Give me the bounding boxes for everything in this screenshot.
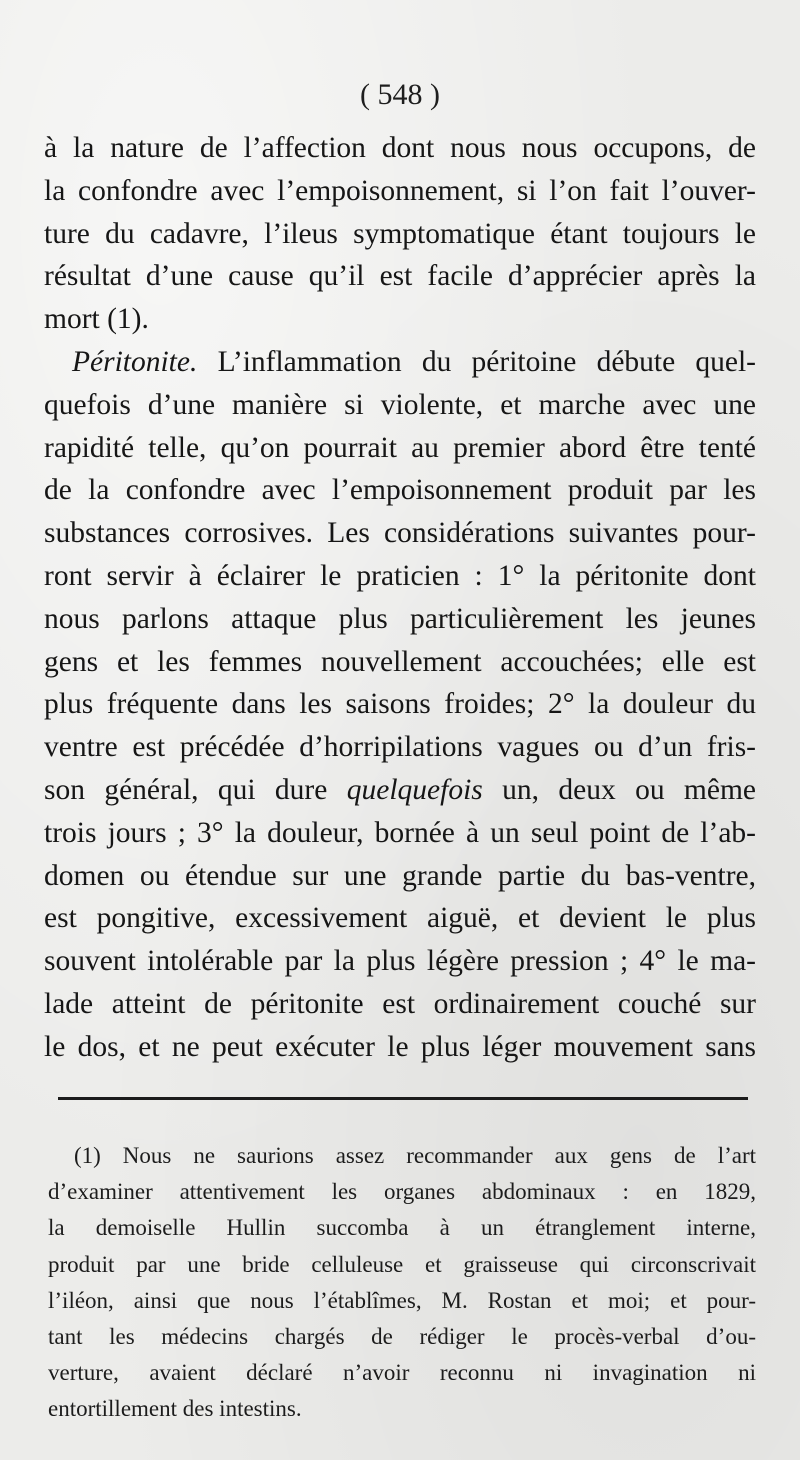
footnote: [48, 1138, 756, 1428]
body-line-text: un, deux ou même: [502, 773, 757, 806]
body-line: nous parlons attaque plus particulièrement les jeunes: [44, 602, 756, 635]
footnote-line: d’examiner attentivement les organes abdominaux : en 1829,: [48, 1179, 756, 1205]
body-line: à la nature de l’affection dont nous nous occupons, de: [44, 132, 756, 164]
body-line: gens et les femmes nouvellement accouchées; elle est: [44, 645, 756, 678]
body-line: est pongitive, excessivement aiguë, et devient le plus: [44, 902, 756, 935]
body-line-text: son général, qui dure: [44, 773, 328, 806]
body-line: ront servir à éclairer le praticien : 1° la péritonite dont: [44, 559, 756, 592]
footnote-line: verture, avaient déclaré n’avoir reconnu ni invagination ni: [48, 1360, 756, 1386]
footnote-line: produit par une bride celluleuse et graisseuse qui circonscrivait: [48, 1251, 756, 1277]
footnote-line: (1) Nous ne saurions assez recommander aux gens de l’art: [74, 1143, 756, 1168]
page-number: ( 548 ): [360, 78, 440, 111]
footnote-separator-rule: [58, 1097, 748, 1100]
footnote-line: entortillement des intestins.: [48, 1396, 302, 1422]
body-line: souvent intolérable par la plus légère pression ; 4° le ma-: [44, 945, 756, 978]
body-line-mixed: [44, 769, 756, 812]
body-line: résultat d’une cause qu’il est facile d’apprécier après la: [44, 260, 756, 293]
body-line: mort (1).: [44, 303, 149, 336]
body-line: trois jours ; 3° la douleur, bornée à un seul point de l’ab-: [44, 816, 756, 849]
footnote-line: la demoiselle Hullin succomba à un étranglement interne,: [48, 1215, 756, 1241]
body-line: de la confondre avec l’empoisonnement produit par les: [44, 474, 756, 507]
body-line: le dos, et ne peut exécuter le plus léger mouvement sans: [44, 1030, 756, 1063]
italic-word: quelquefois: [346, 773, 483, 806]
footnote-line: l’iléon, ainsi que nous l’établîmes, M. Rostan et moi; et pour-: [48, 1287, 756, 1313]
body-line: ventre est précédée d’horripilations vagues ou d’un fris-: [44, 731, 756, 764]
body-line: domen ou étendue sur une grande partie du bas-ventre,: [44, 859, 756, 892]
body-line-heading: [44, 341, 756, 384]
body-line: la confondre avec l’empoisonnement, si l’on fait l’ouver-: [44, 174, 756, 207]
body-line: lade atteint de péritonite est ordinairement couché sur: [44, 987, 756, 1020]
body-line: substances corrosives. Les considérations suivantes pour-: [44, 517, 756, 550]
body-line: rapidité telle, qu’on pourrait au premier abord être tenté: [44, 431, 756, 464]
body-line: quefois d’une manière si violente, et marche avec une: [44, 388, 756, 421]
section-heading-peritonite: Péritonite.: [72, 345, 198, 378]
footnote-line: tant les médecins chargés de rédiger le procès-verbal d’ou-: [48, 1323, 756, 1349]
body-line: ture du cadavre, l’ileus symptomatique étant toujours le: [44, 217, 756, 250]
body-text: [44, 127, 756, 1069]
body-line-text: L’inflammation du péritoine débute quel-: [217, 345, 757, 378]
body-line: plus fréquente dans les saisons froides; 2° la douleur du: [44, 688, 756, 721]
